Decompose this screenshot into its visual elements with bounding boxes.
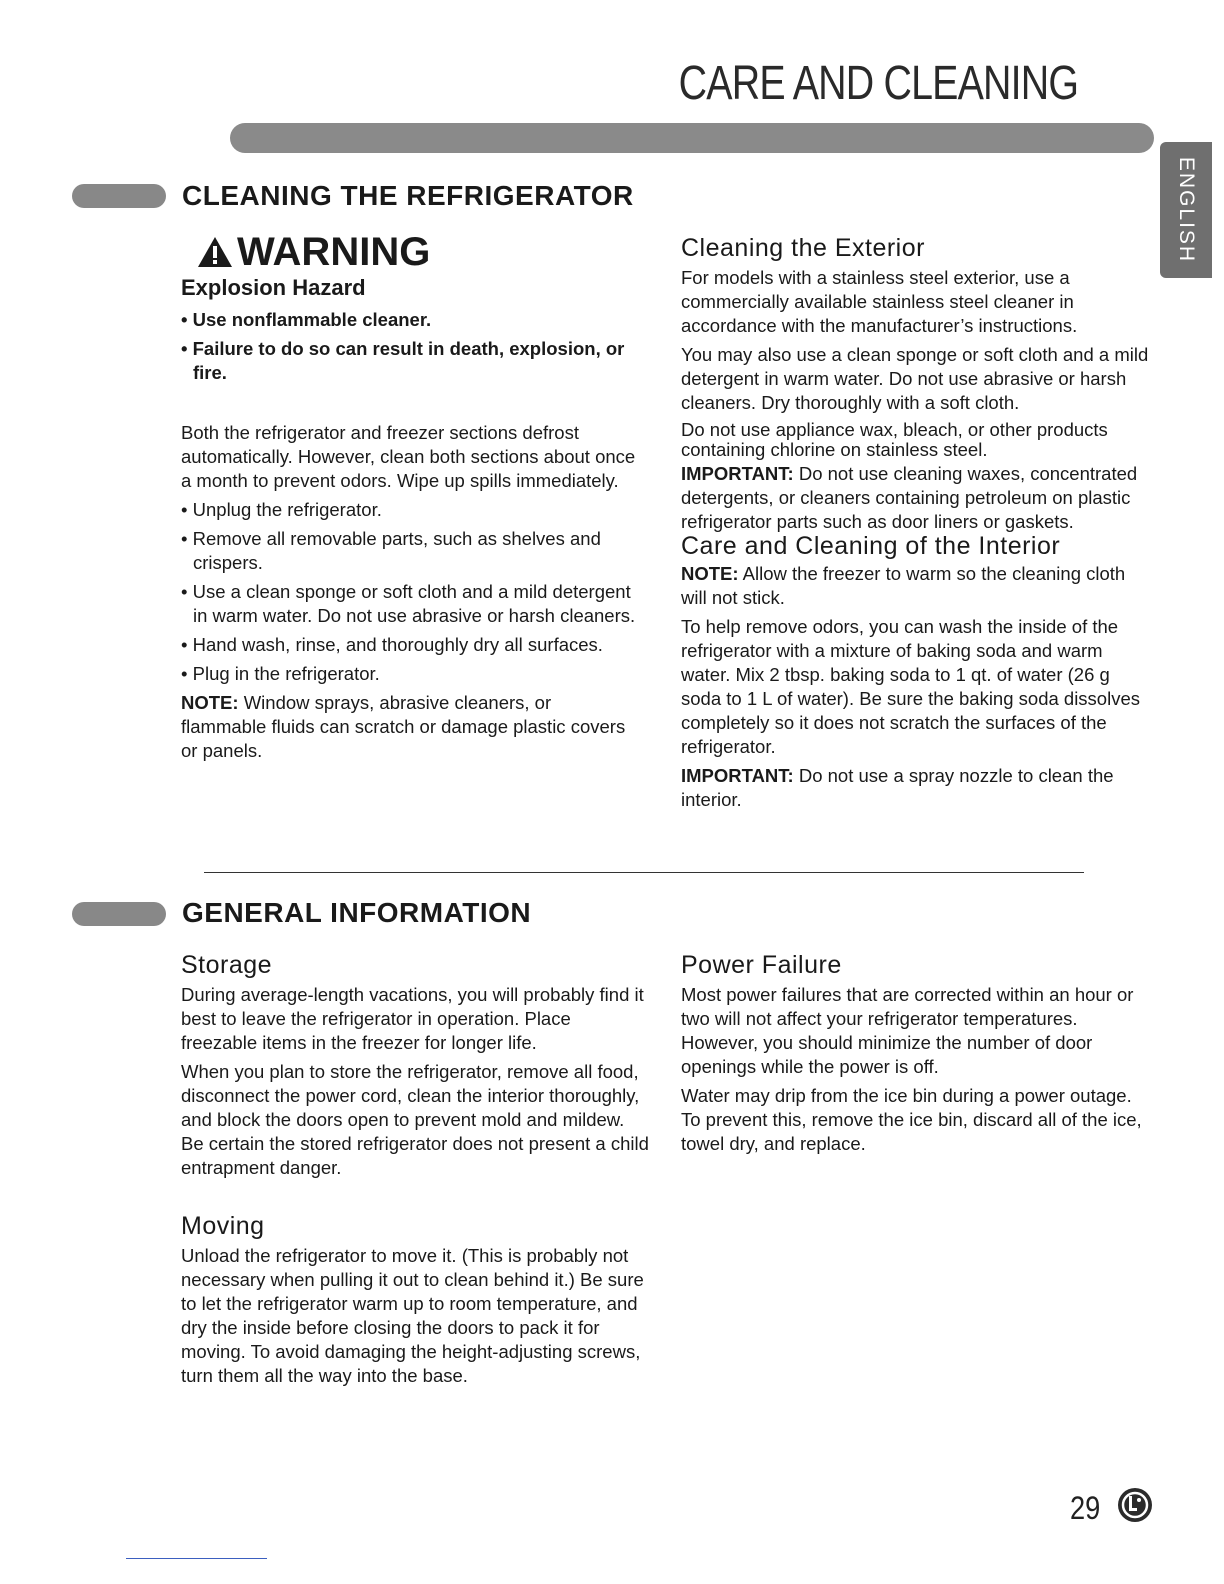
note-text: Window sprays, abrasive cleaners, or flammable fluids can scratch or damage plastic covers or panels.	[181, 692, 626, 761]
note-label: NOTE:	[181, 692, 239, 713]
warning-item: • Use nonflammable cleaner.	[181, 308, 641, 332]
interior-paragraph: To help remove odors, you can wash the inside of the refrigerator with a mixture of baking soda and warm water. Mix 2 tbsp. baking soda to 1 qt. of water (26 g soda to 1 L of water). Be sure the baking soda dissolves completely so it does not scratch the surfaces of the refrigerator.	[681, 616, 1140, 757]
cleaning-step: • Unplug the refrigerator.	[181, 498, 641, 522]
storage-paragraph: When you plan to store the refrigerator, remove all food, disconnect the power cord, clean the interior thoroughly, and block the doors open to prevent mold and mildew. Be certain the stored refrigerator does not present a child entrapment danger.	[181, 1061, 649, 1178]
cleaning-step: • Hand wash, rinse, and thoroughly dry all surfaces.	[181, 633, 641, 657]
page-title: CARE AND CLEANING	[678, 57, 1078, 110]
cleaning-note	[181, 691, 641, 763]
storage-title: Storage	[181, 951, 273, 979]
exterior-important	[681, 462, 1151, 534]
section-title-cleaning: CLEANING THE REFRIGERATOR	[182, 180, 634, 211]
title-bar	[230, 123, 1154, 153]
lg-logo-icon	[1117, 1487, 1153, 1523]
cleaning-intro: Both the refrigerator and freezer sections defrost automatically. However, clean both sections about once a month to prevent odors. Wipe up spills immediately.	[181, 422, 636, 491]
exterior-paragraph: You may also use a clean sponge or soft cloth and a mild detergent in warm water. Do not use abrasive or harsh cleaners. Dry thoroughly with a soft cloth.	[681, 344, 1149, 413]
warning-heading	[197, 230, 641, 274]
important-label: IMPORTANT:	[681, 463, 794, 484]
storage-paragraph: During average-length vacations, you will probably find it best to leave the refrigerator in operation. Place freezable items in the freezer for longer life.	[181, 984, 644, 1053]
cleaning-left-column	[181, 230, 641, 768]
page-number: 29	[1070, 1490, 1101, 1526]
warning-triangle-icon	[197, 236, 233, 268]
interior-important	[681, 764, 1151, 812]
section-divider	[204, 872, 1084, 873]
important-text: Do not use a spray nozzle to clean the interior.	[681, 765, 1114, 810]
footer-line	[126, 1558, 267, 1559]
exterior-paragraph: Do not use appliance wax, bleach, or other products containing chlorine on stainless steel.	[681, 419, 1108, 460]
cleaning-step: • Remove all removable parts, such as shelves and crispers.	[181, 527, 641, 575]
cleaning-steps	[181, 498, 641, 686]
exterior-paragraph: For models with a stainless steel exterior, use a commercially available stainless steel cleaner in accordance with the manufacturer’s instructions.	[681, 267, 1078, 336]
section-marker	[72, 902, 166, 926]
note-text: Allow the freezer to warm so the cleaning cloth will not stick.	[681, 563, 1126, 608]
interior-note	[681, 562, 1151, 610]
note-label: NOTE:	[681, 563, 739, 584]
section-title-general: GENERAL INFORMATION	[182, 897, 532, 928]
power-failure-paragraph: Water may drip from the ice bin during a power outage. To prevent this, remove the ice bin, discard all of the ice, towel dry, and replace.	[681, 1085, 1142, 1154]
moving-title: Moving	[181, 1212, 265, 1240]
important-label: IMPORTANT:	[681, 765, 794, 786]
interior-title: Care and Cleaning of the Interior	[681, 532, 1061, 560]
power-failure-title: Power Failure	[681, 951, 842, 979]
section-marker	[72, 184, 166, 208]
cleaning-right-column	[681, 236, 1151, 817]
language-tab-label: ENGLISH	[1175, 156, 1198, 264]
power-failure-paragraph: Most power failures that are corrected within an hour or two will not affect your refrigerator temperatures. However, you should minimize the number of door openings while the power is off.	[681, 984, 1134, 1077]
general-right-column	[681, 953, 1151, 1161]
moving-paragraph: Unload the refrigerator to move it. (This is probably not necessary when pulling it out to clean behind it.) Be sure to let the refrigerator warm up to room temperature, and dry the inside before closing the doors to pack it for moving. To avoid damaging the height-adjusting screws, turn them all the way into the base.	[181, 1245, 644, 1386]
warning-label: WARNING	[237, 230, 431, 274]
cleaning-step: • Use a clean sponge or soft cloth and a mild detergent in warm water. Do not use abrasive or harsh cleaners.	[181, 580, 641, 628]
warning-list	[181, 308, 641, 385]
exterior-title: Cleaning the Exterior	[681, 234, 925, 262]
language-tab	[1160, 142, 1212, 278]
warning-item: • Failure to do so can result in death, explosion, or fire.	[181, 337, 641, 385]
important-text: Do not use cleaning waxes, concentrated detergents, or cleaners containing petroleum on plastic refrigerator parts such as door liners or gaskets.	[681, 463, 1138, 532]
warning-subtitle: Explosion Hazard	[181, 275, 366, 300]
cleaning-step: • Plug in the refrigerator.	[181, 662, 641, 686]
general-left-column	[181, 953, 651, 1393]
